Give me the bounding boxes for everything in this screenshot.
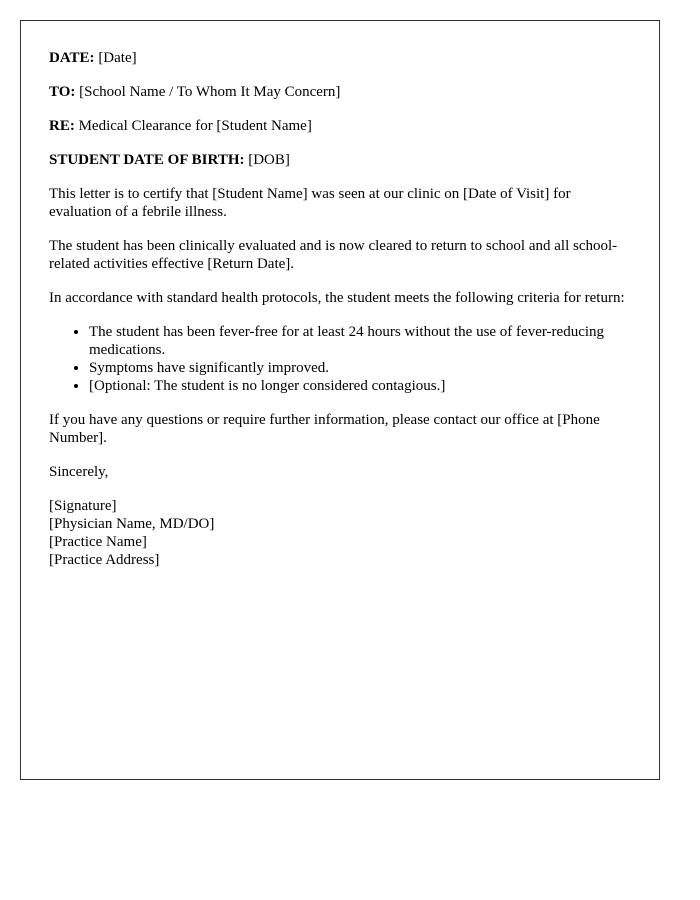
salutation: Sincerely, bbox=[49, 464, 109, 480]
date-label: DATE: bbox=[49, 50, 95, 66]
dob-value: [DOB] bbox=[248, 152, 290, 168]
paragraph-criteria-intro: In accordance with standard health protocols, the student meets the following criteria for return: bbox=[49, 290, 625, 306]
to-label: TO: bbox=[49, 84, 76, 100]
criteria-list bbox=[49, 323, 631, 395]
list-item: • Symptoms have significantly improved. bbox=[89, 359, 631, 377]
date-line bbox=[49, 49, 631, 67]
letter-document bbox=[20, 20, 660, 780]
paragraph-certify: This letter is to certify that [Student Name] was seen at our clinic on [Date of Visit] for evaluation of a febrile illness. bbox=[49, 186, 571, 220]
dob-line bbox=[49, 151, 631, 169]
re-line bbox=[49, 117, 631, 135]
physician-name: [Physician Name, MD/DO] bbox=[49, 516, 215, 532]
date-value: [Date] bbox=[98, 50, 137, 66]
signature-block bbox=[49, 497, 631, 569]
dob-label: STUDENT DATE OF BIRTH: bbox=[49, 152, 245, 168]
to-value: [School Name / To Whom It May Concern] bbox=[79, 84, 341, 100]
list-item: • [Optional: The student is no longer considered contagious.] bbox=[89, 377, 631, 395]
practice-address: [Practice Address] bbox=[49, 552, 160, 568]
re-label: RE: bbox=[49, 118, 75, 134]
signature-line: [Signature] bbox=[49, 498, 117, 514]
to-line bbox=[49, 83, 631, 101]
paragraph-clearance: The student has been clinically evaluated and is now cleared to return to school and all school-related activities effective [Return Date]. bbox=[49, 238, 618, 272]
list-item: • The student has been fever-free for at least 24 hours without the use of fever-reducing medications. bbox=[89, 323, 631, 359]
re-value: Medical Clearance for [Student Name] bbox=[78, 118, 312, 134]
practice-name: [Practice Name] bbox=[49, 534, 147, 550]
paragraph-contact: If you have any questions or require further information, please contact our office at [Phone Number]. bbox=[49, 412, 600, 446]
